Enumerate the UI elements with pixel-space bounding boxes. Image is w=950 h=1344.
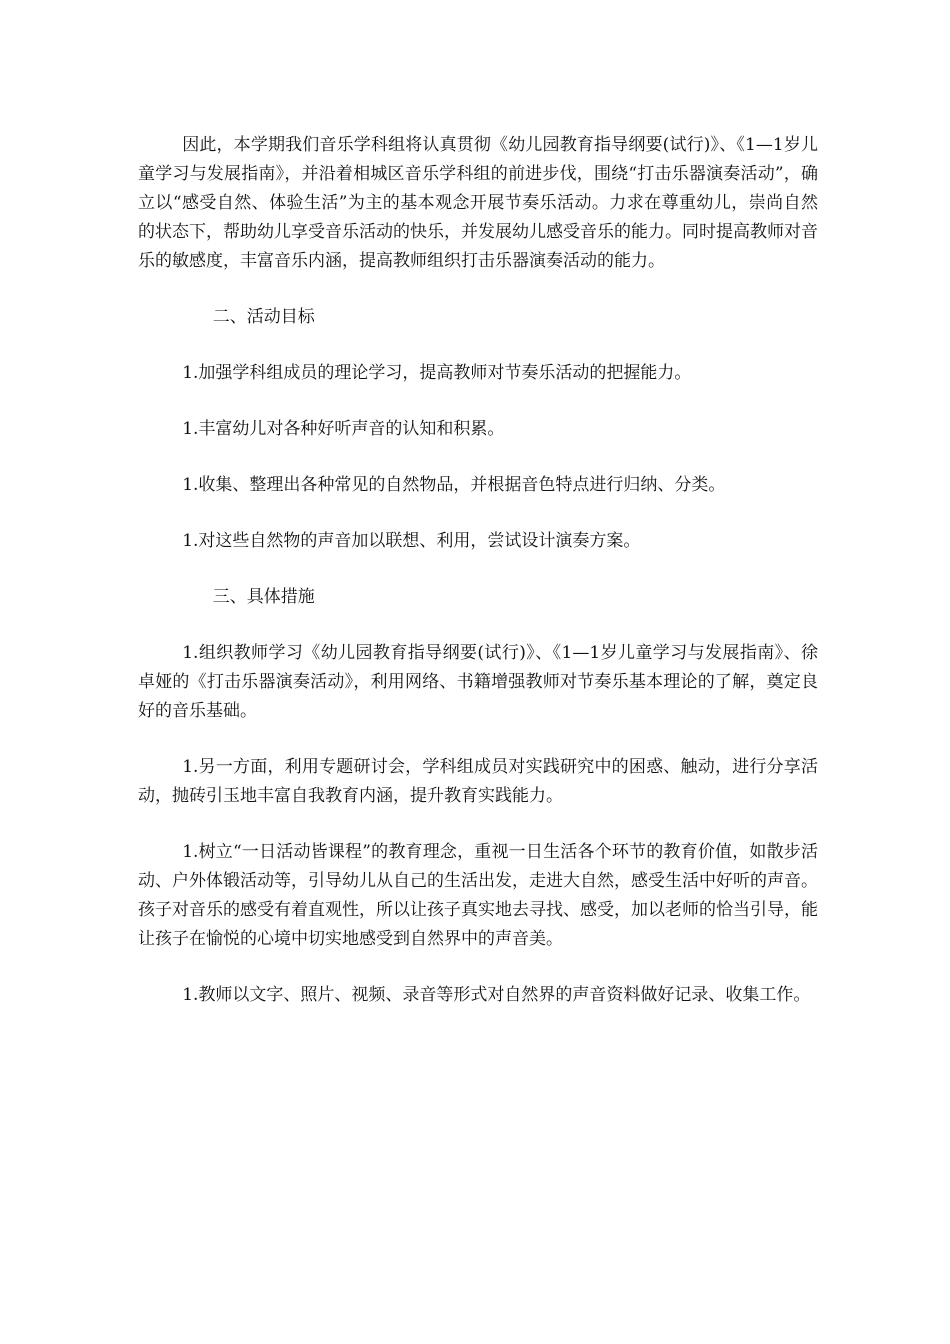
goal-item: 1.加强学科组成员的理论学习，提高教师对节奏乐活动的把握能力。 xyxy=(182,363,692,383)
intro-paragraph: 因此，本学期我们音乐学科组将认真贯彻《幼儿园教育指导纲要(试行)》、《1—1岁儿童学习与发展指南》，并沿着相城区音乐学科组的前进步伐，围绕“打击乐器演奏活动”，确立以“感受自然、体验生活”为主的基本观念开展节奏乐活动。力求在尊重幼儿，崇尚自然的状态下，帮助幼儿享受音乐活动的快乐，并发展幼儿感受音乐的能力。同时提高教师对音乐的敏感度，丰富音乐内涵，提高教师组织打击乐器演奏活动的能力。 xyxy=(138,135,818,271)
measure-item: 1.组织教师学习《幼儿园教育指导纲要(试行)》、《1—1岁儿童学习与发展指南》、徐卓娅的《打击乐器演奏活动》，利用网络、书籍增强教师对节奏乐基本理论的了解，奠定良好的音乐基础。 xyxy=(138,643,818,721)
measure-item: 1.另一方面，利用专题研讨会，学科组成员对实践研究中的困惑、触动，进行分享活动，抛砖引玉地丰富自我教育内涵，提升教育实践能力。 xyxy=(138,757,818,806)
goal-item: 1.收集、整理出各种常见的自然物品，并根据音色特点进行归纳、分类。 xyxy=(182,475,726,495)
section-heading-goals: 二、活动目标 xyxy=(212,307,315,327)
goal-item: 1.丰富幼儿对各种好听声音的认知和积累。 xyxy=(182,419,505,439)
measure-item: 1.教师以文字、照片、视频、录音等形式对自然界的声音资料做好记录、收集工作。 xyxy=(182,985,811,1005)
measure-item: 1.树立“一日活动皆课程”的教育理念，重视一日生活各个环节的教育价值，如散步活动、户外体锻活动等，引导幼儿从自己的生活出发，走进大自然，感受生活中好听的声音。孩子对音乐的感受有着直观性，所以让孩子真实地去寻找、感受，加以老师的恰当引导，能让孩子在愉悦的心境中切实地感受到自然界中的声音美。 xyxy=(138,842,818,949)
section-heading-measures: 三、具体措施 xyxy=(212,587,315,607)
goal-item: 1.对这些自然物的声音加以联想、利用，尝试设计演奏方案。 xyxy=(182,531,641,551)
document-page xyxy=(138,131,818,1037)
